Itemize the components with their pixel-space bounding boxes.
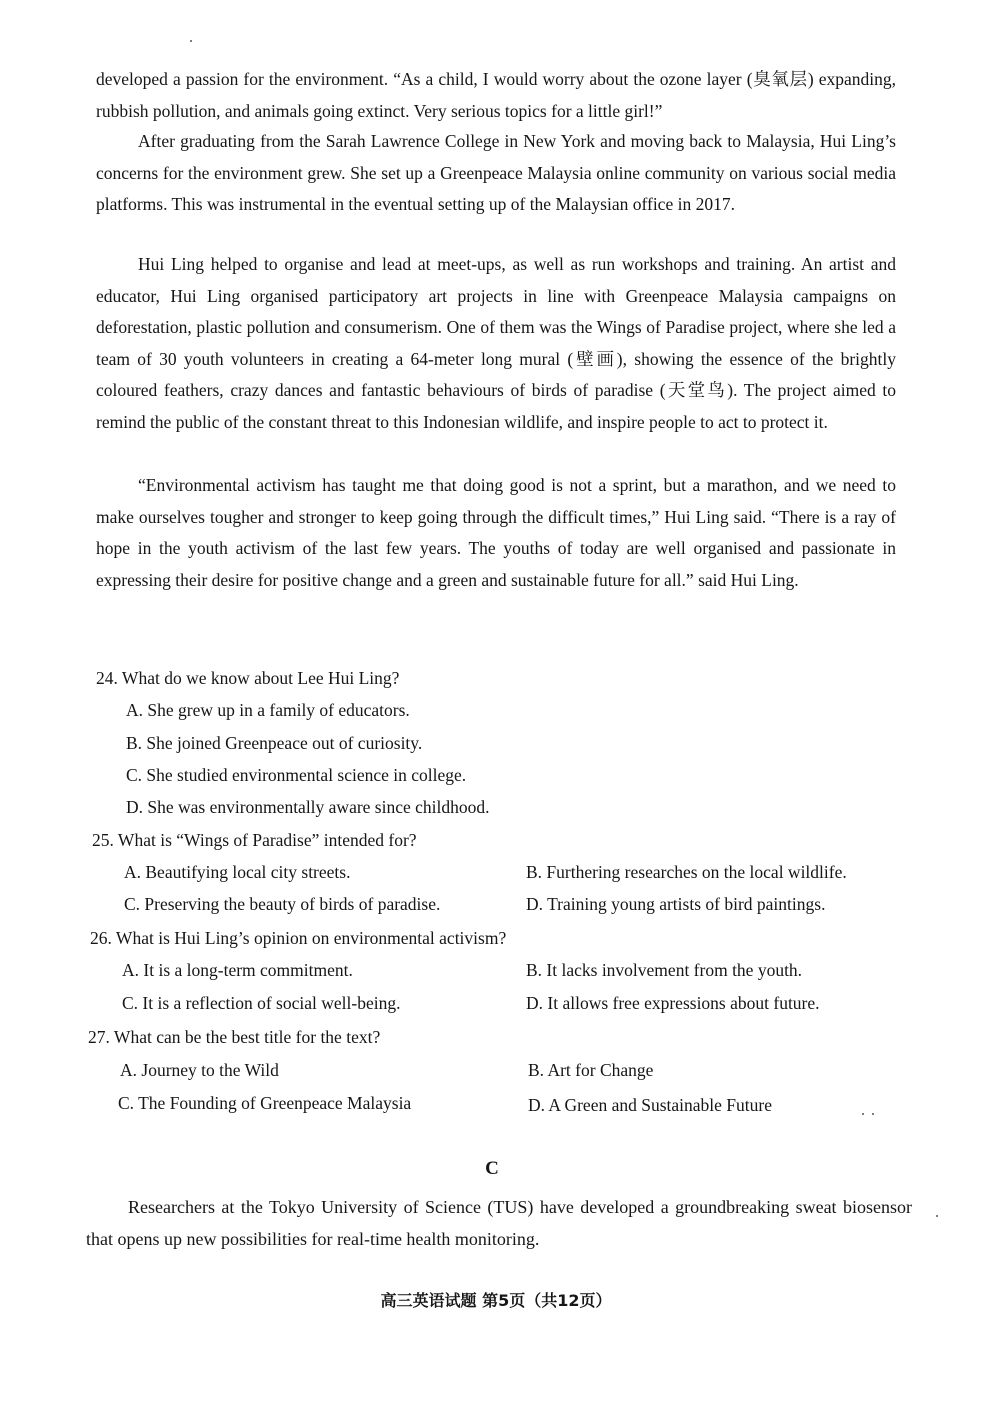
answer-option: D. It allows free expressions about future. [526, 993, 820, 1013]
passage-paragraph-2: After graduating from the Sarah Lawrence College in New York and moving back to Malaysia, Hui Ling’s concerns for the environment grew. She set up a Greenpeace Malaysia online community on various social media platforms. This was instrumental in the eventual setting up of the Malaysian office in 2017. [96, 131, 896, 214]
answer-option: D. A Green and Sustainable Future [528, 1095, 772, 1115]
answer-option: D. Training young artists of bird paintings. [526, 894, 826, 914]
passage-paragraph-1: developed a passion for the environment. “As a child, I would worry about the ozone layer (臭氧层) expanding, rubbish pollution, and animals going extinct. Very serious topics for a little girl!” [96, 69, 896, 121]
scan-speck [862, 1113, 864, 1115]
question-stem: 24. What do we know about Lee Hui Ling? [96, 668, 400, 688]
answer-option: D. She was environmentally aware since childhood. [126, 797, 490, 817]
page-footer: 高三英语试题 第5页（共12页） [380, 1291, 612, 1310]
answer-option: B. It lacks involvement from the youth. [526, 960, 803, 980]
answer-option: A. She grew up in a family of educators. [126, 700, 410, 720]
answer-option: C. The Founding of Greenpeace Malaysia [118, 1093, 412, 1113]
passage-paragraph-3: Hui Ling helped to organise and lead at meet-ups, as well as run workshops and training. An artist and educator, Hui Ling organised participatory art projects in line with Greenpeace Malaysia campaigns on deforestation, plastic pollution and consumerism. One of them was the Wings of Paradise project, where she led a team of 30 youth volunteers in creating a 64-meter long mural (壁画), showing the essence of the brightly coloured feathers, crazy dances and fantastic behaviours of birds of paradise (天堂鸟). The project aimed to remind the public of the constant threat to this Indonesian wildlife, and inspire people to act to protect it. [96, 254, 896, 432]
scan-speck [872, 1113, 874, 1115]
question-stem: 27. What can be the best title for the text? [88, 1027, 381, 1047]
question-stem: 25. What is “Wings of Paradise” intended for? [92, 830, 417, 850]
passage-paragraph-4: “Environmental activism has taught me that doing good is not a sprint, but a marathon, and we need to make ourselves tougher and stronger to keep going through the difficult times,” Hui Ling said. “There is a ray of hope in the youth activism of the last few years. The youths of today are well organised and passionate in expressing their desire for positive change and a green and sustainable future for all.” said Hui Ling. [96, 475, 896, 590]
question-stem: 26. What is Hui Ling’s opinion on environmental activism? [90, 928, 507, 948]
answer-option: A. Journey to the Wild [120, 1060, 279, 1080]
section-heading: C [485, 1158, 499, 1179]
scan-speck [190, 40, 192, 42]
passage-c-intro: Researchers at the Tokyo University of Science (TUS) have developed a groundbreaking sweat biosensor that opens up new possibilities for real-time health monitoring. [86, 1197, 912, 1249]
answer-option: C. She studied environmental science in college. [126, 765, 467, 785]
answer-option: B. Furthering researches on the local wildlife. [526, 862, 847, 882]
answer-option: B. Art for Change [528, 1060, 654, 1080]
answer-option: B. She joined Greenpeace out of curiosity. [126, 733, 423, 753]
answer-option: C. Preserving the beauty of birds of paradise. [124, 894, 441, 914]
answer-option: C. It is a reflection of social well-being. [122, 993, 401, 1013]
scan-speck [936, 1215, 938, 1217]
answer-option: A. It is a long-term commitment. [122, 960, 353, 980]
answer-option: A. Beautifying local city streets. [124, 862, 351, 882]
